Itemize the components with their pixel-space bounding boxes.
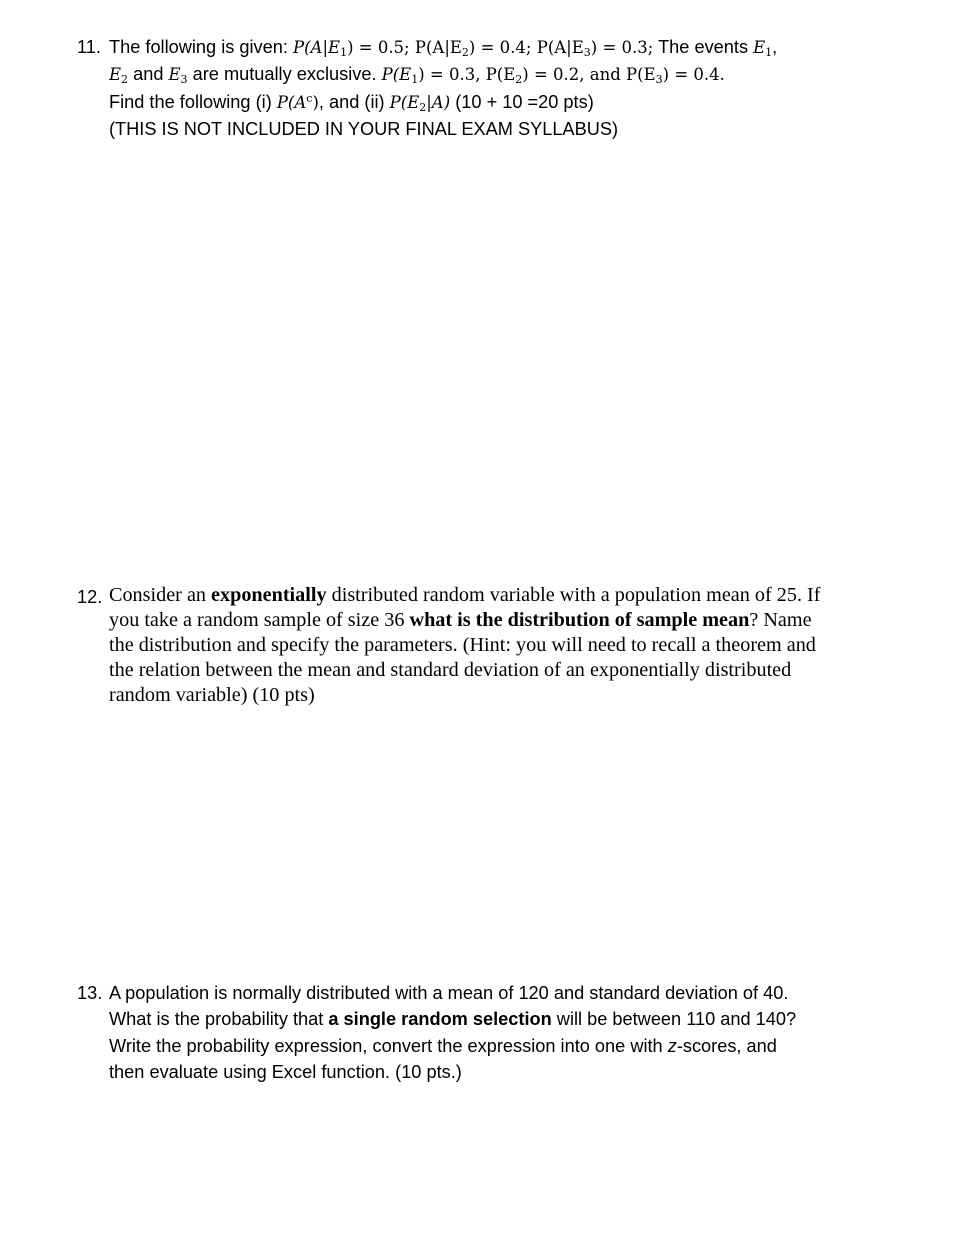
question-line (109, 34, 877, 61)
text: and (128, 64, 169, 85)
text: , and (ii) (318, 91, 390, 112)
math-expression: $E_3$ (168, 65, 188, 87)
question-line: the relation between the mean and standard deviation of an exponentially distributed (109, 659, 792, 681)
question-11 (77, 34, 877, 142)
question-body (109, 980, 877, 1085)
question-body (109, 34, 877, 142)
math-expression: $P(E_2|A)$ (389, 92, 451, 114)
math-expression: $P(A^c)$ (276, 91, 319, 112)
question-line: Consider an exponentially distributed random variable with a population mean of 25. If (109, 584, 821, 606)
text: Find the following (i) (109, 91, 277, 112)
question-12 (77, 583, 877, 708)
question-line (109, 89, 877, 116)
question-number: 12. (77, 587, 103, 607)
question-line (109, 61, 877, 88)
question-number: 11. (77, 37, 101, 57)
question-line: then evaluate using Excel function. (10 pts.) (109, 1061, 462, 1082)
text: The events (653, 37, 754, 57)
text: are mutually exclusive. (187, 64, 382, 85)
math-expression: $P(A|E_1) = 0.5$; $P(A|E_2) = 0.4$; $P(A|E_3) = 0.3$; (293, 38, 654, 59)
question-line: the distribution and specify the parameters. (Hint: you will need to recall a theorem and (109, 634, 816, 656)
question-13 (77, 980, 877, 1085)
math-expression: $P(E_1) = 0.3$, $P(E_2) = 0.2$, and $P(E_3) = 0.4$. (381, 65, 725, 87)
question-line: A population is normally distributed with a mean of 120 and standard deviation of 40. (109, 983, 789, 1003)
question-line: you take a random sample of size 36 what is the distribution of sample mean? Name (109, 609, 812, 631)
question-number: 13. (77, 983, 103, 1003)
math-expression: $E_2$ (109, 65, 129, 87)
text: , (772, 37, 778, 57)
math-expression: $E_1$ (753, 38, 773, 59)
question-line: (THIS IS NOT INCLUDED IN YOUR FINAL EXAM SYLLABUS) (109, 118, 619, 139)
text: (10 + 10 =20 pts) (450, 91, 594, 112)
question-line: random variable) (10 pts) (109, 684, 315, 706)
question-body (109, 583, 877, 708)
question-line: What is the probability that a single random selection will be between 110 and 140? (109, 1009, 797, 1030)
text: The following is given: (109, 37, 293, 57)
question-line: Write the probability expression, convert the expression into one with z-scores, and (109, 1035, 777, 1056)
